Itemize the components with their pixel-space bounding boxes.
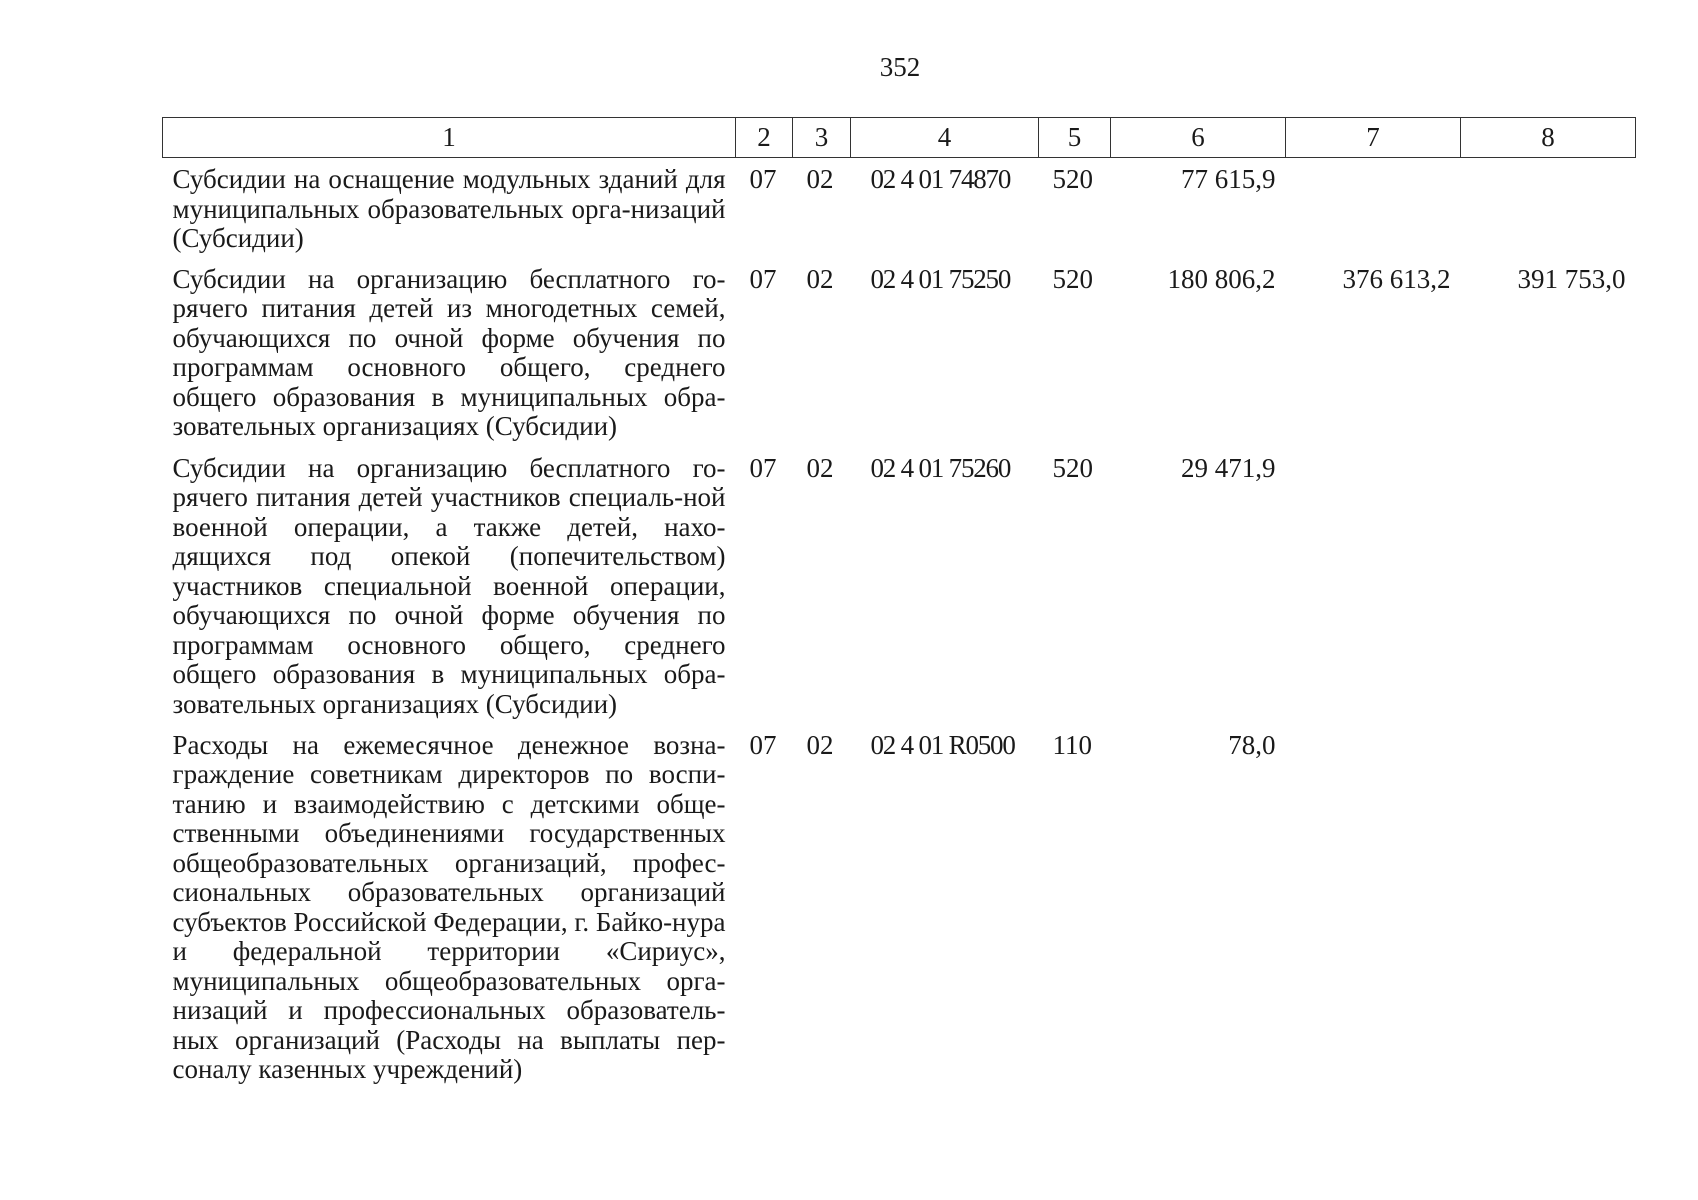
row-section: 07: [749, 164, 777, 194]
page-number: 352: [879, 52, 921, 82]
row-col7-value: 376 613,2: [1342, 263, 1451, 294]
table-row: [163, 258, 1636, 447]
row-expense-type: 520: [1052, 263, 1093, 294]
row-col7-value: [1286, 447, 1461, 724]
table-row: [163, 447, 1636, 724]
row-col8-value: 391 753,0: [1517, 263, 1626, 294]
row-expense-type: 520: [1052, 452, 1093, 483]
header-col-6: 6: [1111, 118, 1286, 158]
row-col7-value: [1286, 158, 1461, 258]
row-col8-value: [1461, 724, 1636, 1089]
row-col6-value: 77 615,9: [1181, 164, 1276, 194]
table-row: [163, 724, 1636, 1089]
row-subsection: 02: [806, 452, 834, 483]
row-target-article: 02 4 01 75250: [870, 263, 1011, 294]
row-col6-value: 180 806,2: [1167, 263, 1276, 294]
row-col8-value: [1461, 158, 1636, 258]
row-section: 07: [749, 263, 777, 294]
header-col-2: 2: [736, 118, 793, 158]
table-row: [163, 158, 1636, 258]
row-subsection: 02: [806, 164, 834, 194]
row-expense-type: 110: [1052, 729, 1092, 760]
budget-table: [162, 117, 1636, 1089]
header-col-4: 4: [851, 118, 1039, 158]
row-section: 07: [749, 452, 777, 483]
header-col-3: 3: [793, 118, 851, 158]
row-subsection: 02: [806, 729, 834, 760]
row-target-article: 02 4 01 74870: [870, 164, 1011, 194]
row-subsection: 02: [806, 263, 834, 294]
header-col-5: 5: [1039, 118, 1111, 158]
row-expense-type: 520: [1052, 164, 1093, 194]
row-target-article: 02 4 01 75260: [870, 452, 1011, 483]
header-col-7: 7: [1286, 118, 1461, 158]
row-description: Субсидии на оснащение модульных зданий для муниципальных образовательных орга-низаций (Субсидии): [172, 164, 726, 253]
row-col6-value: 78,0: [1228, 729, 1276, 760]
row-description: Расходы на ежемесячное денежное возна-граждение советникам директоров по воспи-танию и взаимодействию с детскими обще-ственными объединениями государственных общеобразовательных организаций, профес-сиональных образовательных организаций субъектов Российской Федерации, г. Байко-нура и федеральной территории «Сириус», муниципальных общеобразовательных орга-низаций и профессиональных образователь-ных организаций (Расходы на выплаты пер-соналу казенных учреждений): [172, 729, 726, 1084]
header-row: [163, 118, 1636, 158]
row-description: Субсидии на организацию бесплатного го-рячего питания детей из многодетных семей, обучающихся по очной форме обучения по программам основного общего, среднего общего образования в муниципальных обра-зовательных организациях (Субсидии): [172, 263, 726, 441]
header-col-1: 1: [163, 118, 736, 158]
row-col6-value: 29 471,9: [1181, 452, 1276, 483]
row-col7-value: [1286, 724, 1461, 1089]
header-col-8: 8: [1461, 118, 1636, 158]
row-col8-value: [1461, 447, 1636, 724]
row-target-article: 02 4 01 R0500: [870, 729, 1015, 760]
row-section: 07: [749, 729, 777, 760]
row-description: Субсидии на организацию бесплатного го-рячего питания детей участников специаль-ной военной операции, а также детей, нахо-дящихся под опекой (попечительством) участников специальной военной операции, обучающихся по очной форме обучения по программам основного общего, среднего общего образования в муниципальных обра-зовательных организациях (Субсидии): [172, 452, 726, 719]
